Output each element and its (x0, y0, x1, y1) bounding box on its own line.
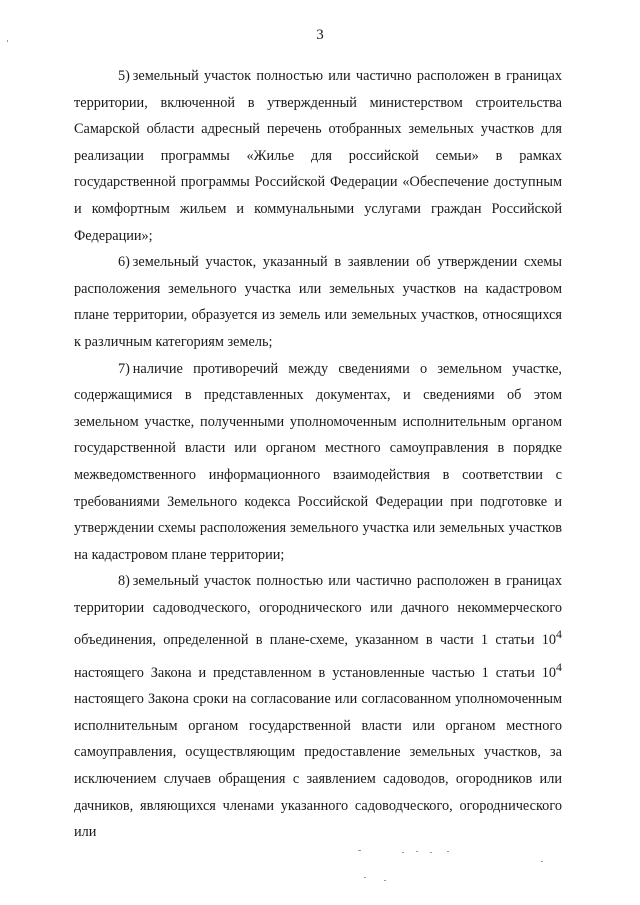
scan-artifact-mark (416, 851, 418, 852)
paragraph-item-8-text-part3: настоящего Закона сроки на согласование или согласованном уполномоченным исполнительным органом государственной власти или органом местного самоуправления, осуществляющим предоставление земельных участков, за исключением случаев обращения с заявлением садоводов, огородников или дачников, являющихся членами указанного садоводческого, огороднического или (74, 691, 562, 841)
scan-artifact-mark (7, 40, 8, 42)
scan-artifact-mark (358, 850, 361, 851)
scan-artifact-mark (541, 861, 543, 862)
document-body (74, 63, 562, 846)
paragraph-item-7: 7) наличие противоречий между сведениями о земельном участке, содержащимися в представленных документах, и сведениями об этом земельном участке, полученными уполномоченным исполнительным органом государственной власти или органом местного самоуправления в порядке межведомственного информационного взаимодействия в соответствии с требованиями Земельного кодекса Российской Федерации при подготовке и утверждении схемы расположения земельного участка или земельных участков на кадастровом плане территории; (74, 360, 562, 563)
paragraph-item-8-text-part1: 8) земельный участок полностью или частично расположен в границах территории садоводческого, огороднического или дачного некоммерческого объединения, определенной в плане-схеме, указанном в части 1 статьи 10 (74, 573, 562, 649)
paragraph-item-5: 5) земельный участок полностью или частично расположен в границах территории, включенной в утвержденный министерством строительства Самарской области адресный перечень отобранных земельных участков для реализации программы «Жилье для российской семьи» в рамках государственной программы Российской Федерации «Обеспечение доступным и комфортным жильем и коммунальными услугами граждан Российской Федерации»; (74, 68, 562, 244)
paragraph-item-8 (74, 568, 562, 845)
paragraph-item-8-text-part2: настоящего Закона и представленном в установленные частью 1 статьи 10 (74, 664, 557, 681)
scan-artifact-mark (364, 877, 366, 878)
superscript-index: 4 (556, 627, 562, 642)
paragraph-item-6: 6) земельный участок, указанный в заявлении об утверждении схемы расположения земельного участка или земельных участков на кадастровом плане территории, образуется из земель или земельных участков, относящихся к различным категориям земель; (74, 254, 562, 350)
scan-artifact-mark (430, 852, 432, 853)
page-number: 3 (316, 27, 324, 43)
scan-artifact-mark (447, 851, 449, 852)
scan-artifact-mark (402, 852, 404, 853)
superscript-index: 4 (556, 659, 562, 674)
scan-artifact-mark (384, 880, 386, 881)
